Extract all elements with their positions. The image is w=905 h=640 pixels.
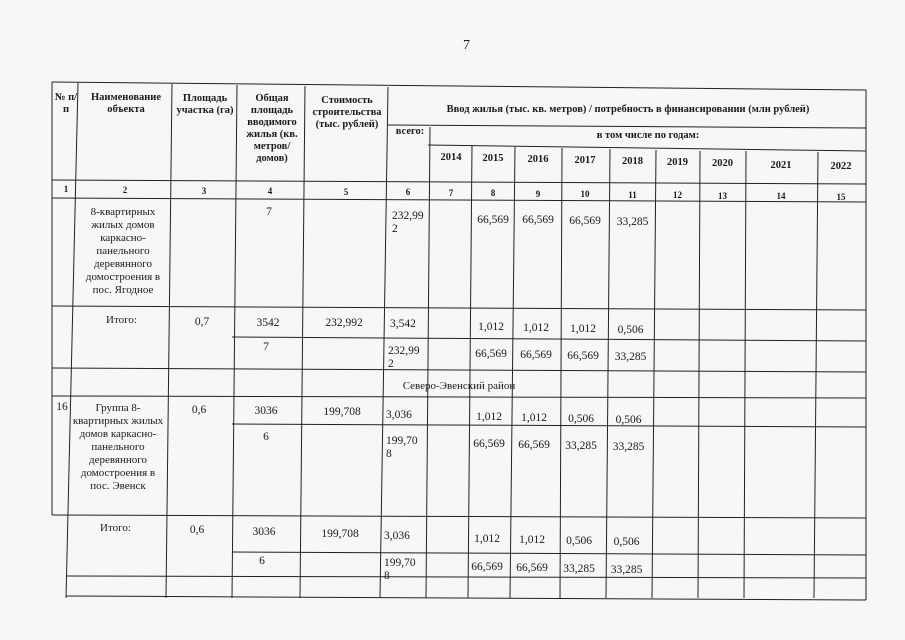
district-heading: Северо-Эвенский район <box>402 380 516 392</box>
value-2018: 33,285 <box>612 441 645 453</box>
col-input-group-header: Ввод жилья (тыс. кв. метров) / потребность в финансировании (млн рублей) <box>446 104 810 115</box>
col-index: 12 <box>673 190 682 200</box>
cost-value: 199,708 <box>323 406 361 418</box>
year-2014: 2014 <box>440 152 462 163</box>
value-2018: 33,285 <box>616 216 649 228</box>
value-2017: 0,506 <box>566 535 592 547</box>
itogo-label: Итого: <box>100 522 131 534</box>
total-value: 232,992 <box>388 345 420 370</box>
houses-count: 6 <box>263 431 269 443</box>
col-index: 10 <box>580 189 590 199</box>
total-value: 3,542 <box>390 318 416 330</box>
value-2016: 66,569 <box>516 562 548 574</box>
value-2015: 66,569 <box>475 348 507 360</box>
year-2017: 2017 <box>574 155 596 166</box>
col-num-header: № п/п <box>54 92 78 115</box>
value-2018: 0,506 <box>615 414 642 426</box>
year-2020: 2020 <box>712 158 733 169</box>
value-2017: 66,569 <box>569 215 601 227</box>
col-index: 9 <box>535 189 541 199</box>
year-2016: 2016 <box>527 154 549 165</box>
houses-count: 6 <box>259 555 265 567</box>
area-value: 0,6 <box>189 524 205 536</box>
itogo-label: Итого: <box>106 314 137 326</box>
col-total-header: всего: <box>395 126 425 137</box>
value-2015: 66,569 <box>471 561 503 573</box>
sqm-value: 3036 <box>254 405 278 417</box>
year-2018: 2018 <box>622 156 643 167</box>
sqm-value: 3036 <box>252 526 276 538</box>
total-value: 199,708 <box>384 557 416 582</box>
col-index: 7 <box>448 188 454 198</box>
value-2017: 33,285 <box>563 563 595 575</box>
value-2018: 33,285 <box>610 564 643 576</box>
sqm-value: 3542 <box>256 317 280 329</box>
value-2018: 0,506 <box>617 324 644 336</box>
area-value: 0,7 <box>194 316 210 328</box>
col-total-area-header: Общая площадь вводимого жилья (кв. метров/ домов) <box>246 93 298 164</box>
value-2018: 33,285 <box>614 351 647 363</box>
col-index: 3 <box>201 186 207 196</box>
col-cost-header: Стоимость строительства (тыс. рублей) <box>312 95 382 130</box>
year-2022: 2022 <box>830 161 852 172</box>
col-index: 2 <box>122 185 128 195</box>
value-2015: 66,569 <box>477 214 509 226</box>
houses-count: 7 <box>266 206 272 218</box>
year-2019: 2019 <box>667 157 688 168</box>
col-index: 5 <box>343 187 349 197</box>
page-number: 7 <box>463 38 470 53</box>
col-area-header: Площадь участка (га) <box>176 93 234 116</box>
col-index: 11 <box>628 190 637 200</box>
value-2015: 1,012 <box>476 411 502 423</box>
col-index: 8 <box>490 188 496 198</box>
value-2017: 66,569 <box>567 350 599 362</box>
object-name: Группа 8-квартирных жилых домов каркасно-панельного деревянного домостроения в пос. Эвенск <box>72 402 164 492</box>
year-2015: 2015 <box>482 153 504 164</box>
col-index: 14 <box>776 191 786 201</box>
value-2016: 66,569 <box>520 349 552 361</box>
total-value: 3,036 <box>384 530 410 542</box>
cost-value: 199,708 <box>321 528 359 540</box>
row-number: 16 <box>56 401 68 413</box>
col-name-header: Наименование объекта <box>91 92 161 115</box>
area-value: 0,6 <box>191 404 207 416</box>
col-by-years-header: в том числе по годам: <box>596 130 700 141</box>
value-2017: 33,285 <box>565 440 597 452</box>
value-2015: 66,569 <box>473 438 505 450</box>
col-index: 13 <box>718 191 727 201</box>
value-2016: 66,569 <box>518 439 550 451</box>
year-2021: 2021 <box>770 160 792 171</box>
value-2017: 1,012 <box>570 323 596 335</box>
total-value: 232,992 <box>392 210 424 235</box>
col-index: 6 <box>405 187 411 197</box>
object-name: 8-квартирных жилых домов каркасно-панельного деревянного домостроения в пос. Ягодное <box>85 206 161 296</box>
value-2016: 1,012 <box>519 534 545 546</box>
total-value: 3,036 <box>386 409 412 421</box>
value-2016: 1,012 <box>521 412 547 424</box>
value-2018: 0,506 <box>613 536 640 548</box>
value-2017: 0,506 <box>568 413 594 425</box>
total-value: 199,708 <box>386 435 418 460</box>
value-2015: 1,012 <box>474 533 500 545</box>
col-index: 4 <box>267 186 273 196</box>
value-2016: 66,569 <box>522 214 554 226</box>
value-2016: 1,012 <box>523 322 549 334</box>
col-index: 15 <box>836 192 846 202</box>
cost-value: 232,992 <box>325 317 363 329</box>
col-index: 1 <box>63 184 69 194</box>
value-2015: 1,012 <box>478 321 504 333</box>
houses-count: 7 <box>263 341 269 353</box>
